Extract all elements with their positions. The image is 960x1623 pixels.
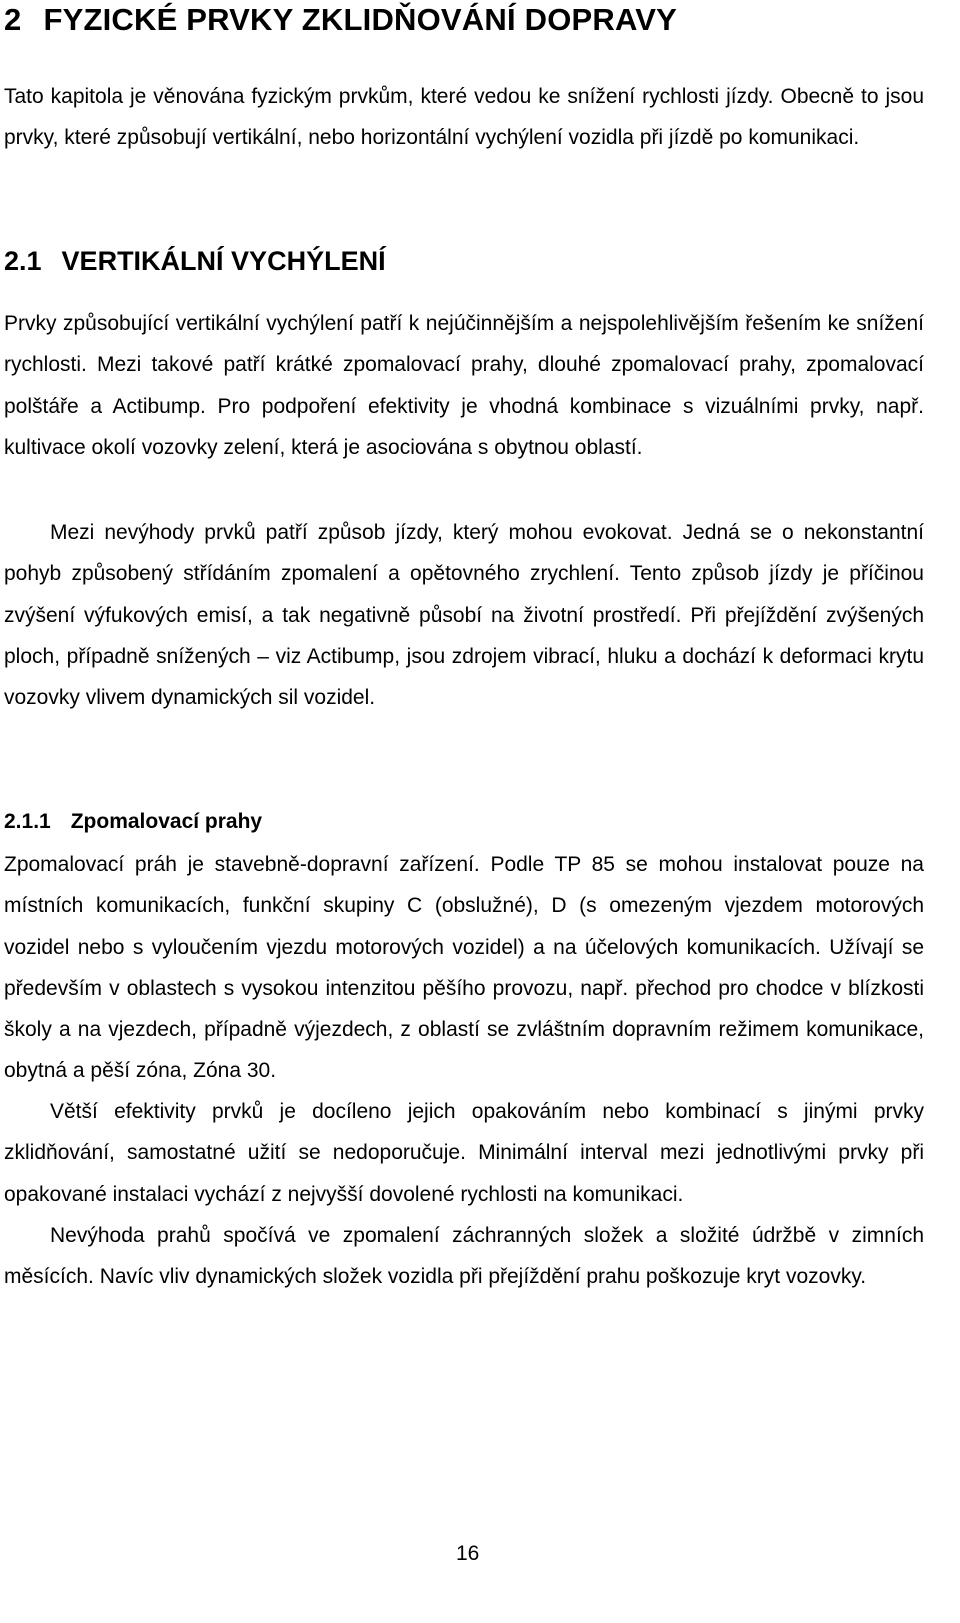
chapter-heading xyxy=(4,2,677,38)
subsection-paragraph: Nevýhoda prahů spočívá ve zpomalení záchranných složek a složité údržbě v zimních měsících. Navíc vliv dynamických složek vozidla při přejíždění prahu poškozuje kryt vozovky. xyxy=(4,1224,924,1289)
subsection-paragraph: Zpomalovací práh je stavebně-dopravní zařízení. Podle TP 85 se mohou instalovat pouze na místních komunikacích, funkční skupiny C (obslužné), D (s omezeným vjezdem motorových vozidel nebo s vyloučením vjezdu motorových vozidel) a na účelových komunikacích. Užívají se především v oblastech s vysokou intenzitou pěšího provozu, např. přechod pro chodce v blízkosti školy a na vjezdech, případně výjezdech, z oblastí se zvláštním dopravním režimem komunikace, obytná a pěší zóna, Zóna 30. xyxy=(4,853,924,1083)
section-title: VERTIKÁLNÍ VYCHÝLENÍ xyxy=(61,246,386,276)
section-paragraph: Prvky způsobující vertikální vychýlení patří k nejúčinnějším a nejspolehlivějším řešením ke snížení rychlosti. Mezi takové patří krátké zpomalovací prahy, dlouhé zpomalovací prahy, zpomalovací polštáře a Actibump. Pro podpoření efektivity je vhodná kombinace s vizuálními prvky, např. kultivace okolí vozovky zelení, která je asociována s obytnou oblastí. xyxy=(4,312,924,459)
subsection-paragraph: Větší efektivity prvků je docíleno jejich opakováním nebo kombinací s jinými prvky zklidňování, samostatné užití se nedoporučuje. Minimální interval mezi jednotlivými prvky při opakované instalaci vychází z nejvyšší dovolené rychlosti na komunikaci. xyxy=(4,1100,924,1206)
page-number: 16 xyxy=(456,1542,480,1565)
subsection-heading xyxy=(4,810,262,834)
chapter-title: FYZICKÉ PRVKY ZKLIDŇOVÁNÍ DOPRAVY xyxy=(43,2,678,37)
section-number: 2.1 xyxy=(4,246,42,276)
subsection-title: Zpomalovací prahy xyxy=(70,810,263,833)
section-paragraph: Mezi nevýhody prvků patří způsob jízdy, který mohou evokovat. Jedná se o nekonstantní pohyb způsobený střídáním zpomalení a opětovného zrychlení. Tento způsob jízdy je příčinou zvýšení výfukových emisí, a tak negativně působí na životní prostředí. Při přejíždění zvýšených ploch, případně snížených – viz Actibump, jsou zdrojem vibrací, hluku a dochází k deformaci krytu vozovky vlivem dynamických sil vozidel. xyxy=(4,521,924,710)
subsection-number: 2.1.1 xyxy=(4,810,51,833)
chapter-intro-paragraph: Tato kapitola je věnována fyzickým prvkům, které vedou ke snížení rychlosti jízdy. Obecně to jsou prvky, které způsobují vertikální, nebo horizontální vychýlení vozidla při jízdě po komunikaci. xyxy=(4,85,924,150)
section-heading xyxy=(4,246,386,277)
chapter-number: 2 xyxy=(4,2,22,37)
